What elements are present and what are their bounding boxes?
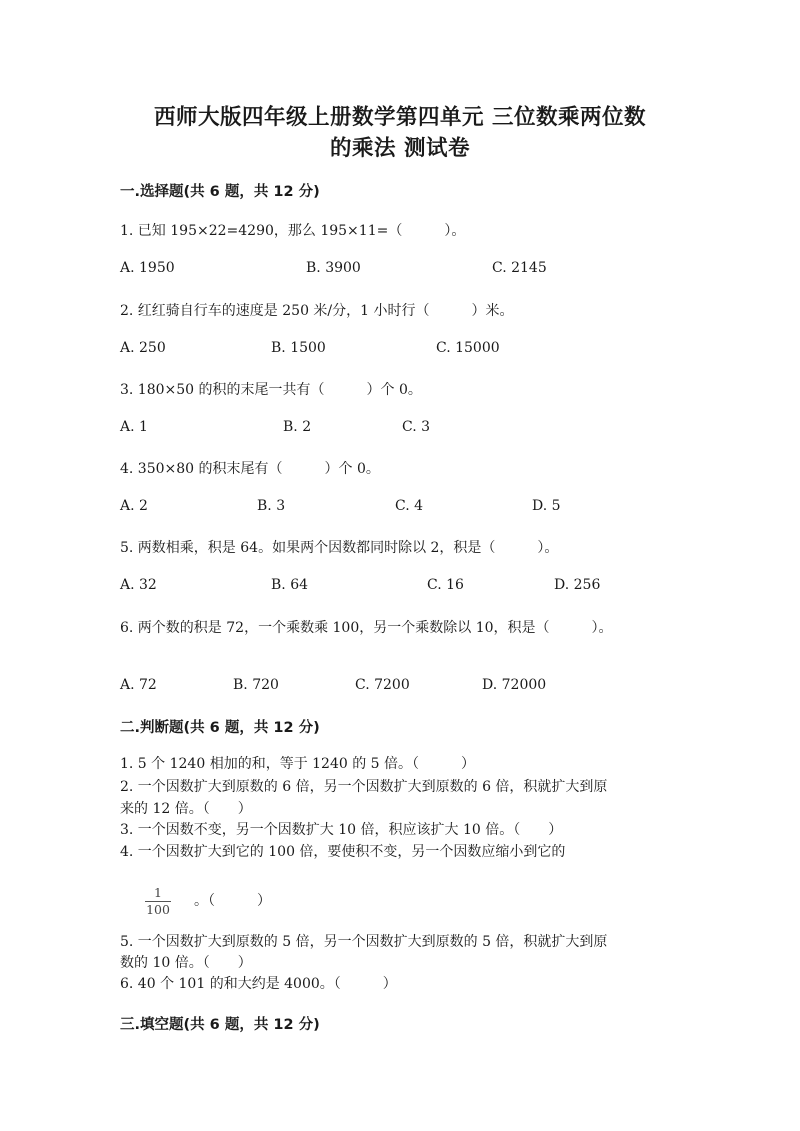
judge-item-3: 3. 一个因数不变，另一个因数扩大 10 倍，积应该扩大 10 倍。（ ） (120, 822, 563, 838)
fraction-one-hundredth (145, 886, 171, 917)
judge-item-4: 4. 一个因数扩大到它的 100 倍，要使积不变，另一个因数应缩小到它的 (120, 844, 566, 860)
q6-option-d: D. 72000 (482, 677, 547, 693)
question-5: 5. 两数相乘，积是 64。如果两个因数都同时除以 2，积是（ ）。 (120, 540, 559, 556)
judge-item-6: 6. 40 个 101 的和大约是 4000。（ ） (120, 976, 397, 992)
q5-option-b: B. 64 (271, 577, 309, 593)
section3-heading: 三.填空题(共 6 题，共 12 分) (120, 1017, 320, 1033)
q1-option-b: B. 3900 (306, 260, 361, 276)
judge-item-1: 1. 5 个 1240 相加的和，等于 1240 的 5 倍。（ ） (120, 756, 476, 772)
question-4: 4. 350×80 的积末尾有（ ）个 0。 (120, 461, 380, 477)
question-6: 6. 两个数的积是 72，一个乘数乘 100，另一个乘数除以 10，积是（ ）。 (120, 620, 613, 636)
question-1: 1. 已知 195×22=4290，那么 195×11=（ ）。 (120, 223, 466, 239)
section1-heading: 一.选择题(共 6 题，共 12 分) (120, 184, 320, 200)
q4-option-b: B. 3 (257, 498, 286, 514)
fraction-numerator: 1 (154, 885, 162, 900)
judge-item-2-cont: 来的 12 倍。（ ） (120, 801, 252, 817)
question-3: 3. 180×50 的积的末尾一共有（ ）个 0。 (120, 382, 422, 398)
section2-heading: 二.判断题(共 6 题，共 12 分) (120, 720, 320, 736)
judge-item-5-cont: 数的 10 倍。（ ） (120, 955, 252, 971)
q4-option-c: C. 4 (395, 498, 424, 514)
question-2: 2. 红红骑自行车的速度是 250 米/分，1 小时行（ ）米。 (120, 303, 514, 319)
q5-option-c: C. 16 (427, 577, 464, 593)
q2-option-b: B. 1500 (271, 340, 326, 356)
q6-option-a: A. 72 (120, 677, 157, 693)
q2-option-a: A. 250 (120, 340, 166, 356)
q6-option-c: C. 7200 (355, 677, 410, 693)
q2-option-c: C. 15000 (436, 340, 500, 356)
judge-item-2: 2. 一个因数扩大到原数的 6 倍，另一个因数扩大到原数的 6 倍，积就扩大到原 (120, 779, 608, 795)
exam-title-line2: 的乘法 测试卷 (330, 136, 470, 161)
q3-option-b: B. 2 (283, 419, 312, 435)
q1-option-a: A. 1950 (120, 260, 175, 276)
judge-item-4-cont: 。（ ） (194, 893, 271, 909)
q1-option-c: C. 2145 (492, 260, 547, 276)
q5-option-a: A. 32 (120, 577, 157, 593)
q4-option-d: D. 5 (532, 498, 561, 514)
q4-option-a: A. 2 (120, 498, 148, 514)
q6-option-b: B. 720 (233, 677, 279, 693)
exam-title-line1: 西师大版四年级上册数学第四单元 三位数乘两位数 (154, 105, 646, 130)
q5-option-d: D. 256 (554, 577, 601, 593)
q3-option-c: C. 3 (402, 419, 431, 435)
fraction-denominator: 100 (146, 902, 170, 917)
judge-item-5: 5. 一个因数扩大到原数的 5 倍，另一个因数扩大到原数的 5 倍，积就扩大到原 (120, 934, 608, 950)
q3-option-a: A. 1 (120, 419, 148, 435)
